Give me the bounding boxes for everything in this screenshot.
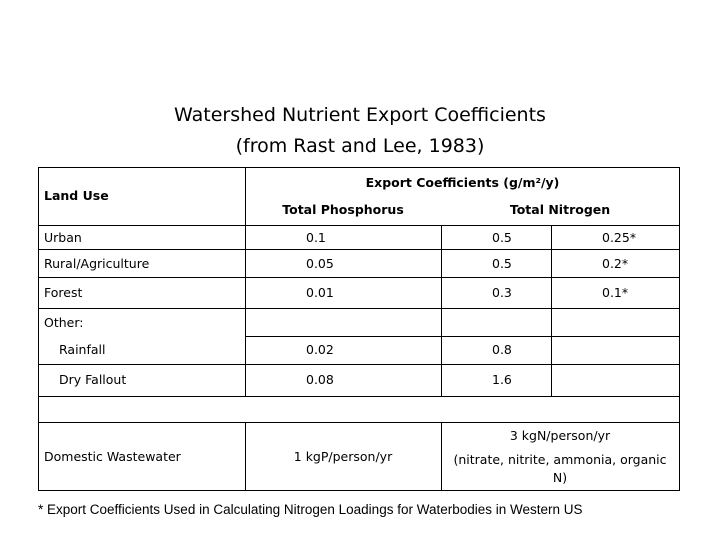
- nitrogen-value: 0.3: [492, 285, 512, 300]
- row-label: Domestic Wastewater: [44, 449, 181, 464]
- phosphorus-value: 0.08: [306, 372, 334, 387]
- nitrogen-header: Total Nitrogen: [509, 202, 611, 217]
- nitrogen-value-line2: (nitrate, nitrite, ammonia, organic: [453, 452, 667, 467]
- phosphorus-value: 0.01: [306, 285, 334, 300]
- nitrogen-value: 0.5: [492, 230, 512, 245]
- row-label: Urban: [44, 230, 82, 245]
- slide-title-line1: Watershed Nutrient Export Coefficients: [174, 104, 546, 126]
- nitrogen-western-value: 0.25*: [602, 230, 637, 245]
- nitrogen-western-value: 0.2*: [602, 256, 629, 271]
- nitrogen-value: 0.8: [492, 342, 512, 357]
- footnote: * Export Coefficients Used in Calculating Nitrogen Loadings for Waterbodies in Western US: [38, 502, 583, 517]
- nitrogen-value-line3: N): [552, 470, 568, 485]
- slide-title-line2: (from Rast and Lee, 1983): [235, 135, 485, 157]
- nitrogen-value: 0.5: [492, 256, 512, 271]
- phosphorus-header: Total Phosphorus: [282, 202, 404, 217]
- row-label: Forest: [44, 285, 83, 300]
- row-label: Rainfall: [59, 342, 106, 357]
- row-label: Rural/Agriculture: [44, 256, 150, 271]
- export-coefficients-header: Export Coefficients (g/m²/y): [365, 175, 560, 190]
- nitrogen-value-line1: 3 kgN/person/yr: [509, 428, 611, 443]
- other-group-label: Other:: [44, 315, 84, 330]
- row-label: Dry Fallout: [59, 372, 127, 387]
- nitrogen-western-value: 0.1*: [602, 285, 629, 300]
- phosphorus-value: 0.1: [306, 230, 326, 245]
- phosphorus-value: 0.05: [306, 256, 334, 271]
- phosphorus-value: 1 kgP/person/yr: [293, 449, 393, 464]
- phosphorus-value: 0.02: [306, 342, 334, 357]
- land-use-header: Land Use: [44, 188, 109, 203]
- nitrogen-value: 1.6: [492, 372, 512, 387]
